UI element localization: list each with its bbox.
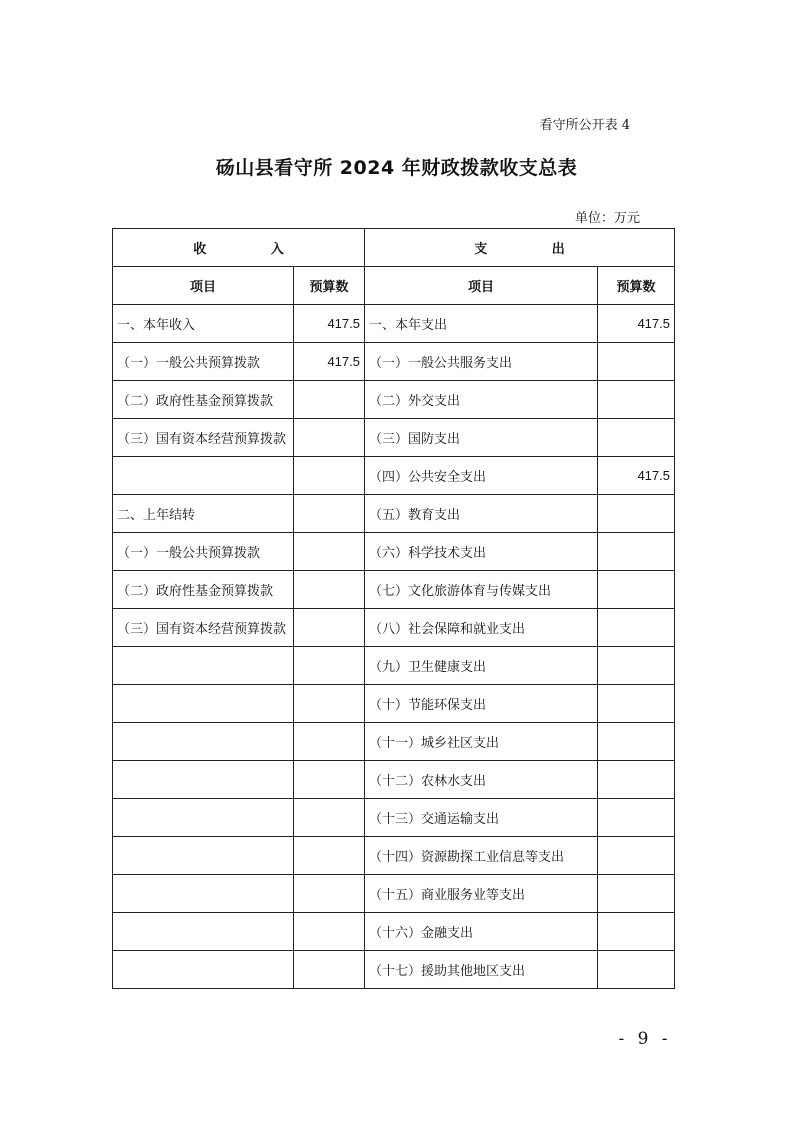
expense-item-cell: （十一）城乡社区支出 (365, 723, 598, 761)
income-item-cell: （三）国有资本经营预算拨款 (113, 419, 294, 457)
income-amount-cell (294, 723, 365, 761)
expense-amount-cell (598, 875, 675, 913)
income-header: 收 入 (113, 229, 365, 267)
income-item-cell (113, 951, 294, 989)
unit-label: 单位：万元 (574, 211, 640, 226)
income-item-cell (113, 799, 294, 837)
expense-item-cell: （一）一般公共服务支出 (365, 343, 598, 381)
expense-amount-cell (598, 571, 675, 609)
income-item-cell: （三）国有资本经营预算拨款 (113, 609, 294, 647)
income-amount-cell (294, 495, 365, 533)
income-item-cell: （一）一般公共预算拨款 (113, 343, 294, 381)
expense-item-cell: （十五）商业服务业等支出 (365, 875, 598, 913)
expense-amount-cell: 417.5 (598, 457, 675, 495)
expense-item-header: 项目 (365, 267, 598, 305)
income-amount-cell (294, 951, 365, 989)
table-row (113, 761, 675, 799)
table-row (113, 495, 675, 533)
income-item-cell (113, 913, 294, 951)
income-item-cell (113, 457, 294, 495)
expense-item-cell: （十二）农林水支出 (365, 761, 598, 799)
expense-item-cell: 一、本年支出 (365, 305, 598, 343)
expense-item-cell: （十）节能环保支出 (365, 685, 598, 723)
expense-item-cell: （二）外交支出 (365, 381, 598, 419)
expense-amount-cell (598, 837, 675, 875)
income-amount-cell (294, 609, 365, 647)
expense-item-cell: （十六）金融支出 (365, 913, 598, 951)
page-number: - 9 - (618, 1029, 672, 1049)
income-amount-header: 预算数 (294, 267, 365, 305)
income-item-cell: （二）政府性基金预算拨款 (113, 381, 294, 419)
table-body (113, 229, 675, 989)
table-row (113, 685, 675, 723)
expense-amount-cell: 417.5 (598, 305, 675, 343)
income-amount-cell (294, 685, 365, 723)
income-amount-cell: 417.5 (294, 343, 365, 381)
table-row (113, 875, 675, 913)
income-item-cell (113, 685, 294, 723)
expense-item-cell: （四）公共安全支出 (365, 457, 598, 495)
table-row (113, 837, 675, 875)
income-amount-cell (294, 875, 365, 913)
expense-amount-cell (598, 647, 675, 685)
income-item-cell (113, 647, 294, 685)
table-row (113, 723, 675, 761)
expense-amount-cell (598, 913, 675, 951)
expense-item-cell: （六）科学技术支出 (365, 533, 598, 571)
table-row (113, 381, 675, 419)
income-item-cell (113, 761, 294, 799)
income-item-cell: 二、上年结转 (113, 495, 294, 533)
expense-amount-header: 预算数 (598, 267, 675, 305)
income-item-cell: （一）一般公共预算拨款 (113, 533, 294, 571)
table-row (113, 419, 675, 457)
expense-item-cell: （八）社会保障和就业支出 (365, 609, 598, 647)
budget-table (112, 228, 675, 989)
income-amount-cell (294, 381, 365, 419)
expense-amount-cell (598, 951, 675, 989)
income-amount-cell: 417.5 (294, 305, 365, 343)
table-row (113, 571, 675, 609)
income-item-cell: 一、本年收入 (113, 305, 294, 343)
expense-amount-cell (598, 685, 675, 723)
table-row (113, 457, 675, 495)
expense-item-cell: （三）国防支出 (365, 419, 598, 457)
expense-item-cell: （十三）交通运输支出 (365, 799, 598, 837)
expense-amount-cell (598, 343, 675, 381)
expense-header: 支 出 (365, 229, 675, 267)
expense-amount-cell (598, 761, 675, 799)
table-row (113, 609, 675, 647)
table-row (113, 799, 675, 837)
income-amount-cell (294, 799, 365, 837)
expense-amount-cell (598, 533, 675, 571)
expense-item-cell: （五）教育支出 (365, 495, 598, 533)
expense-item-cell: （七）文化旅游体育与传媒支出 (365, 571, 598, 609)
expense-amount-cell (598, 799, 675, 837)
table-row (113, 533, 675, 571)
income-item-cell (113, 837, 294, 875)
income-amount-cell (294, 419, 365, 457)
table-row (113, 951, 675, 989)
income-item-cell (113, 875, 294, 913)
column-header-row (113, 267, 675, 305)
income-amount-cell (294, 913, 365, 951)
expense-item-cell: （九）卫生健康支出 (365, 647, 598, 685)
income-amount-cell (294, 837, 365, 875)
income-item-header: 项目 (113, 267, 294, 305)
document-title: 砀山县看守所 2024 年财政拨款收支总表 (215, 157, 578, 179)
income-amount-cell (294, 647, 365, 685)
income-item-cell: （二）政府性基金预算拨款 (113, 571, 294, 609)
expense-amount-cell (598, 609, 675, 647)
expense-amount-cell (598, 419, 675, 457)
form-label: 看守所公开表 4 (539, 118, 630, 133)
income-amount-cell (294, 457, 365, 495)
expense-amount-cell (598, 381, 675, 419)
income-item-cell (113, 723, 294, 761)
income-amount-cell (294, 533, 365, 571)
table-row (113, 305, 675, 343)
table-row (113, 343, 675, 381)
expense-item-cell: （十七）援助其他地区支出 (365, 951, 598, 989)
expense-item-cell: （十四）资源勘探工业信息等支出 (365, 837, 598, 875)
income-amount-cell (294, 761, 365, 799)
income-amount-cell (294, 571, 365, 609)
section-header-row (113, 229, 675, 267)
expense-amount-cell (598, 495, 675, 533)
table-row (113, 913, 675, 951)
table-row (113, 647, 675, 685)
expense-amount-cell (598, 723, 675, 761)
